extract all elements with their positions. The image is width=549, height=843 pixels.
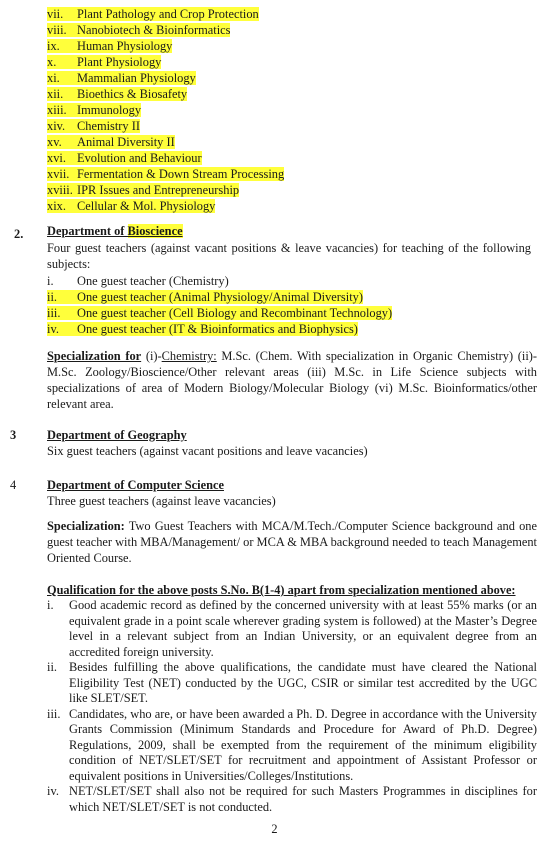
list-item: [47, 198, 527, 214]
section-3-number: 3: [10, 428, 17, 442]
list-item-number: iii.: [47, 706, 61, 721]
list-item-text: Chemistry II: [77, 119, 140, 133]
list-item-text: Cellular & Mol. Physiology: [77, 199, 216, 213]
list-item-number: xii.: [47, 87, 64, 101]
section-2-number: 2.: [14, 227, 24, 241]
list-item-number: xiii.: [47, 103, 67, 117]
qualification-item: [47, 707, 537, 785]
list-item-number: viii.: [47, 23, 67, 37]
list-item: [47, 86, 527, 102]
list-item: [47, 118, 527, 134]
list-item: [47, 273, 527, 289]
list-item-number: xvii.: [47, 167, 70, 181]
list-item-text: NET/SLET/SET shall also not be required for such Masters Programmes in disciplines for which NET/SLET/SET is not conducted.: [69, 784, 537, 814]
section-3-text: Six guest teachers (against vacant positions and leave vacancies): [47, 444, 368, 458]
list-item-number: xvi.: [47, 151, 66, 165]
list-item: [47, 321, 527, 337]
section-4-number: 4: [10, 478, 17, 492]
page-number: 2: [271, 822, 278, 836]
list-item-number: xi.: [47, 71, 60, 85]
list-item: [47, 70, 527, 86]
list-item-text: Immunology: [77, 103, 142, 117]
list-item: [47, 6, 527, 22]
list-item: [47, 54, 527, 70]
list-item-number: i.: [47, 598, 54, 612]
section-2-items: [47, 273, 527, 337]
qualification-item: [47, 784, 537, 815]
list-item: [47, 289, 527, 305]
list-item-number: xix.: [47, 199, 66, 213]
list-item-text: Mammalian Physiology: [77, 71, 196, 85]
list-item: [47, 22, 527, 38]
list-item-number: i.: [47, 274, 54, 288]
list-item-text: Plant Physiology: [77, 55, 162, 69]
subjects-list: [47, 6, 527, 214]
section-3-heading: Department of Geography: [47, 428, 187, 442]
list-item: [47, 166, 527, 182]
list-item: [47, 102, 527, 118]
list-item-number: ii.: [47, 290, 57, 304]
list-item-text: Besides fulfilling the above qualifications, the candidate must have cleared the National Eligibility Test (NET) conducted by the UGC, CSIR or similar test accredited by the UGC like SLET/SET.: [69, 660, 537, 705]
list-item-number: x.: [47, 55, 57, 69]
qualification-item: [47, 598, 537, 660]
list-item-text: Nanobiotech & Bioinformatics: [77, 23, 231, 37]
section-4-heading: Department of Computer Science: [47, 478, 224, 492]
list-item-number: iv.: [47, 784, 59, 798]
list-item-number: ii.: [47, 660, 57, 674]
list-item-number: xiv.: [47, 119, 66, 133]
section-2-intro: Four guest teachers (against vacant positions & leave vacancies) for teaching of the following subjects:: [47, 241, 531, 271]
list-item-text: Fermentation & Down Stream Processing: [77, 167, 285, 181]
list-item-number: iii.: [47, 306, 61, 320]
list-item-text: Candidates, who are, or have been awarded a Ph. D. Degree in accordance with the University Grants Commission (Minimum Standards and Procedure for Award of Ph.D. Degree) Regulations, 2009, shall be exempted from the requirement of the minimum eligibility condition of NET/SLET/SET for recruitment and appointment of Assistant Professor or equivalent positions in Universities/Colleges/Institutions.: [69, 706, 537, 783]
list-item: [47, 182, 527, 198]
list-item: [47, 305, 527, 321]
section-4-specialization: Specialization: Two Guest Teachers with MCA/M.Tech./Computer Science background and one guest teacher with MBA/Management/ or MCA & MBA background needed to teach Management Oriented Course.: [47, 519, 537, 565]
list-item-text: IPR Issues and Entrepreneurship: [77, 183, 240, 197]
list-item-text: One guest teacher (Animal Physiology/Animal Diversity): [77, 290, 363, 304]
list-item-text: One guest teacher (IT & Bioinformatics and Biophysics): [77, 322, 358, 336]
section-2-specialization: Specialization for (i)-Chemistry: M.Sc. (Chem. With specialization in Organic Chemistry) (ii)- M.Sc. Zoology/Bioscience/Other relevant areas (iii) M.Sc. in Life Science subjects with specializations of area of Modern Biology/Molecular Biology (vi) M.Sc. Bioinformatics/other relevant area.: [47, 349, 538, 411]
list-item-number: xviii.: [47, 183, 73, 197]
list-item-text: One guest teacher (Chemistry): [77, 274, 229, 288]
qualification-list: [47, 598, 537, 815]
list-item-number: xv.: [47, 135, 62, 149]
list-item-text: Plant Pathology and Crop Protection: [77, 7, 259, 21]
list-item: [47, 38, 527, 54]
list-item-number: iv.: [47, 322, 59, 336]
qualification-item: [47, 660, 537, 707]
qualification-heading: Qualification for the above posts S.No. B(1-4) apart from specialization mentioned above:: [47, 583, 516, 597]
section-2-heading: Department of Bioscience: [47, 224, 183, 238]
list-item-text: Bioethics & Biosafety: [77, 87, 188, 101]
list-item-number: vii.: [47, 7, 64, 21]
section-4-text: Three guest teachers (against leave vacancies): [47, 494, 276, 508]
list-item-text: Human Physiology: [77, 39, 173, 53]
list-item: [47, 134, 527, 150]
list-item-text: Good academic record as defined by the concerned university with at least 55% marks (or an equivalent grade in a point scale wherever grading system is followed) at the Master’s Degree level in a relevant subject from an Indian University, or an equivalent degree from an accredited foreign university.: [69, 598, 537, 659]
list-item-text: One guest teacher (Cell Biology and Recombinant Technology): [77, 306, 393, 320]
list-item-text: Animal Diversity II: [77, 135, 175, 149]
list-item-text: Evolution and Behaviour: [77, 151, 202, 165]
list-item: [47, 150, 527, 166]
list-item-number: ix.: [47, 39, 60, 53]
